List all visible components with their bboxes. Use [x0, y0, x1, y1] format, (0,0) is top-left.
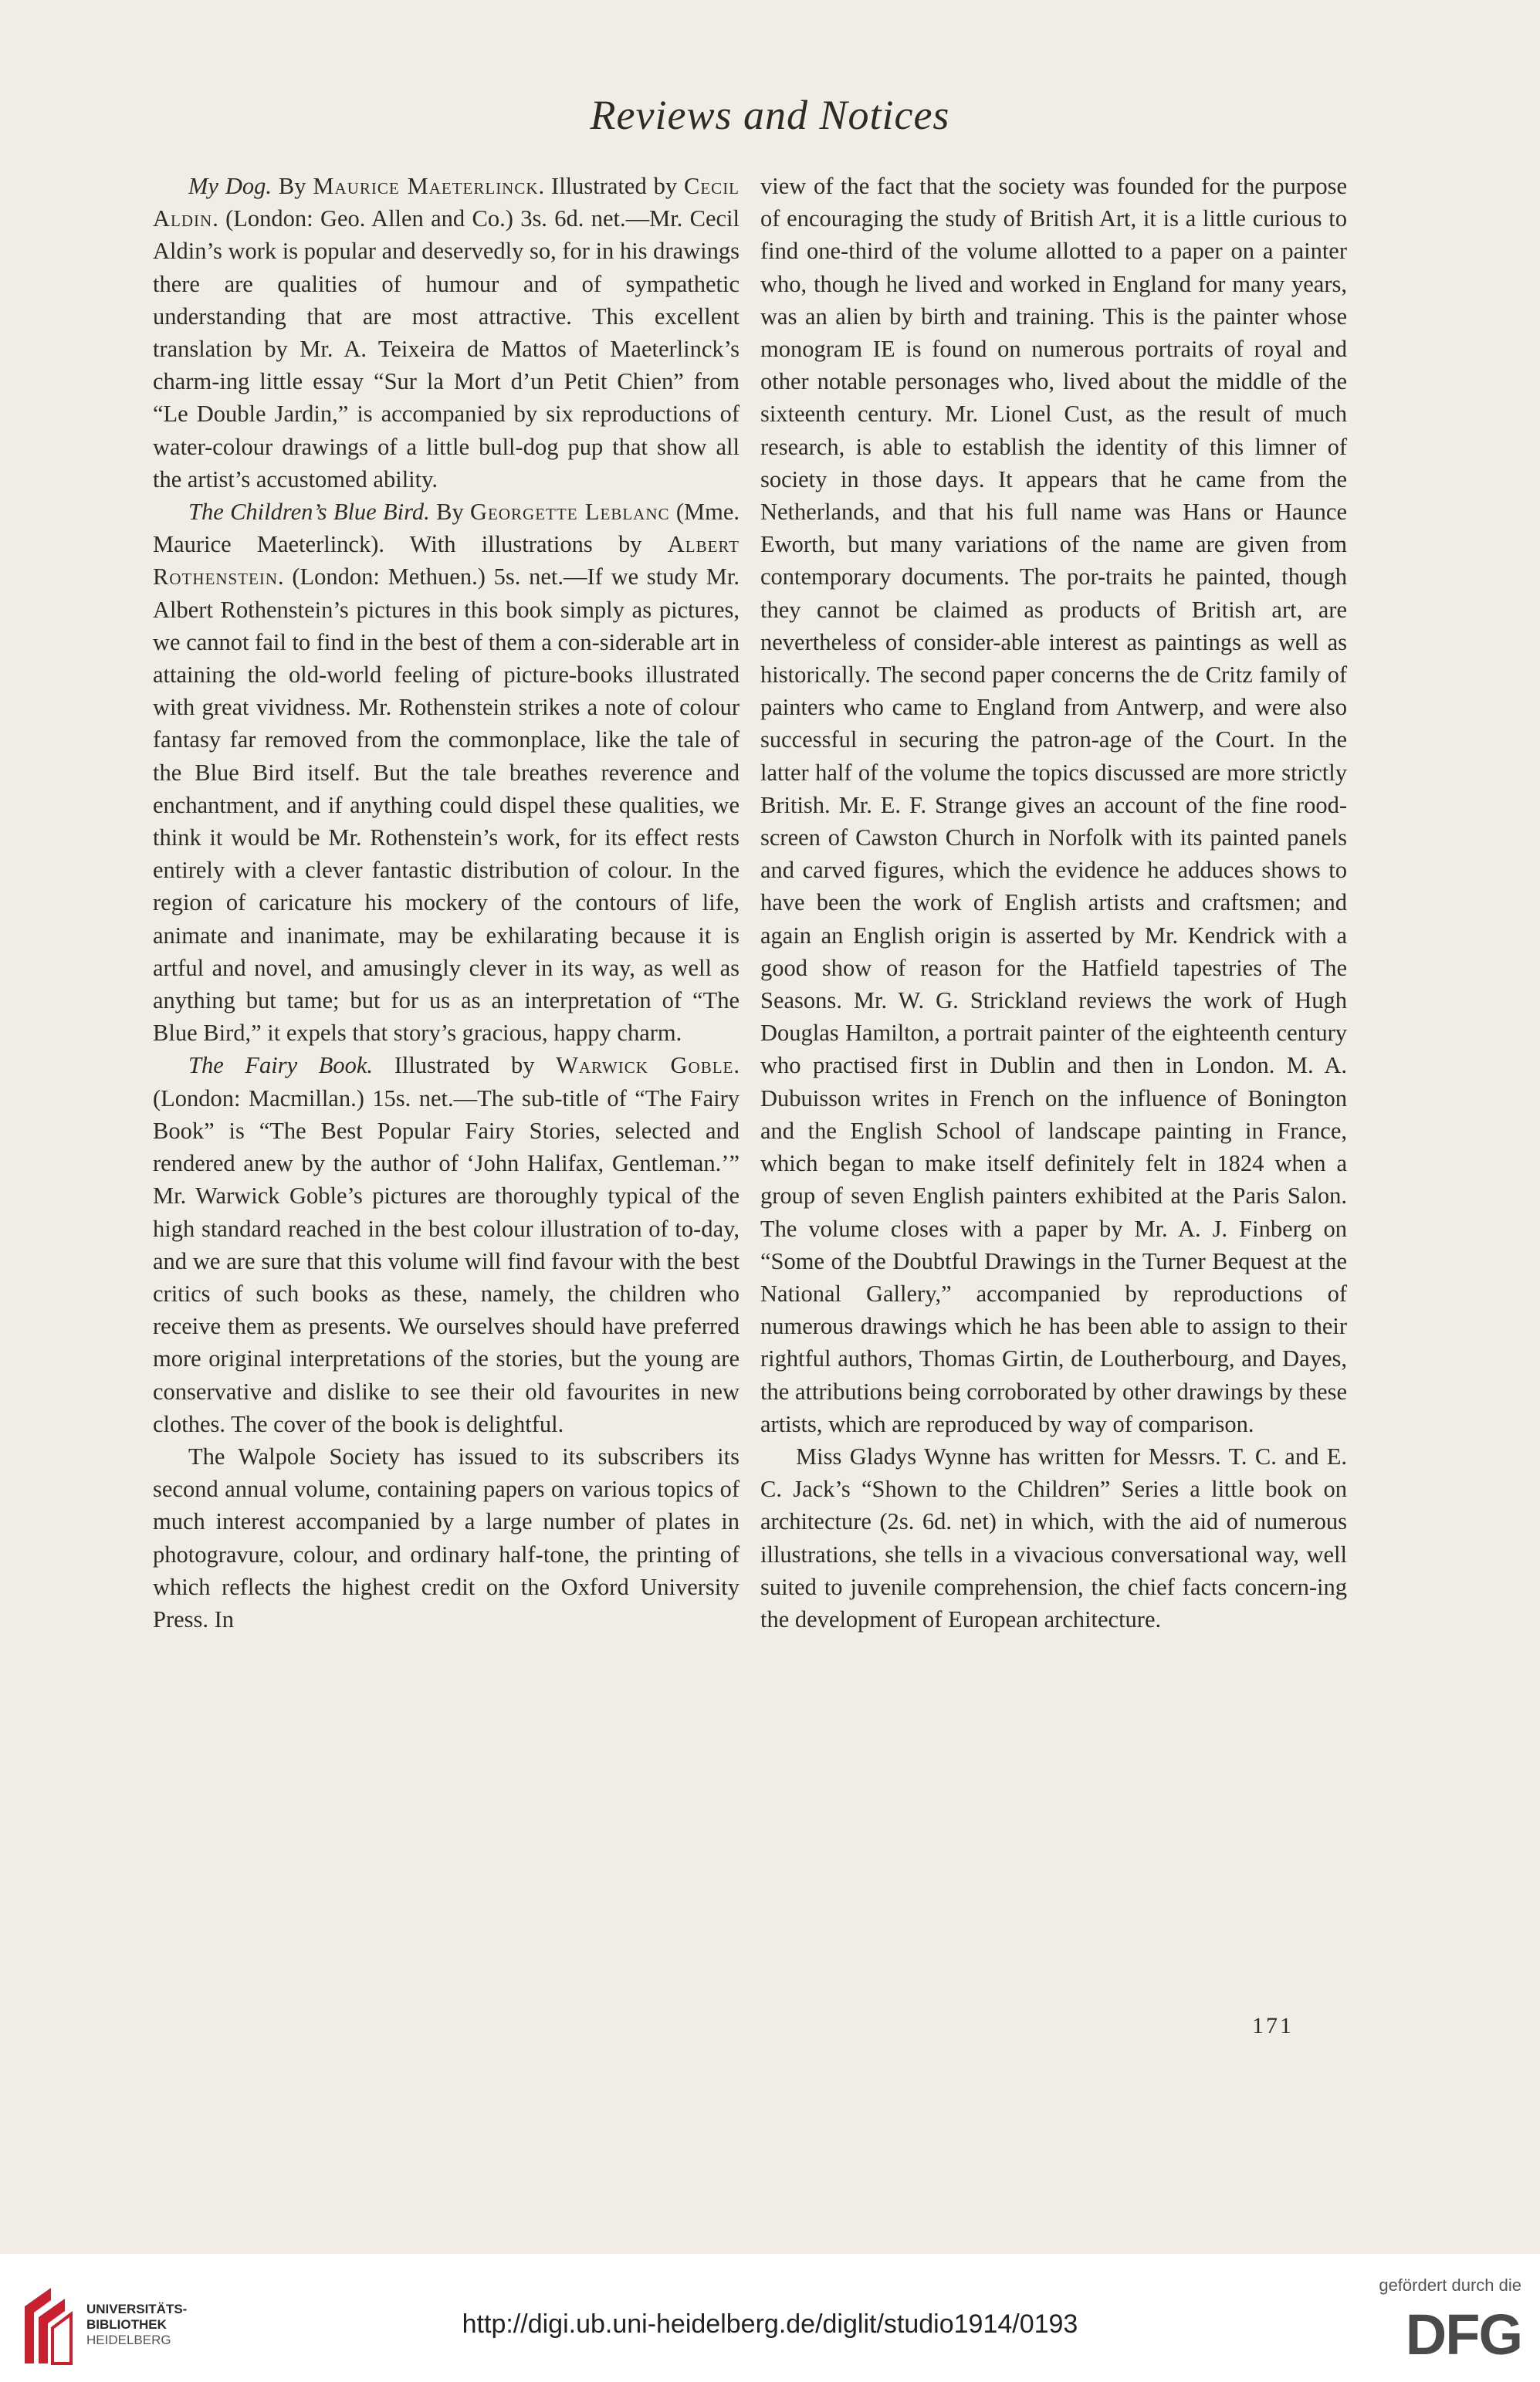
text-run: By [429, 499, 471, 526]
library-name-line: HEIDELBERG [86, 2333, 171, 2347]
review-text: . (London: Macmillan.) 15s. net.—The sub-title of “The Fairy Book” is “The Best Popular Fairy Stories, selected and rendered anew by the author of ‘John Halifax, Gentleman.’” Mr. Warwick Goble’s pictures are thoroughly typical of the high standard reached in the best colour illustration of to-day, and we are sure that this volume will find favour with the best critics of such books as these, namely, the children who receive them as presents. We ourselves should have preferred more original interpretations of the stories, but the young are conservative and dislike to see their old favourites in new clothes. The cover of the book is delightful. [153, 1052, 740, 1437]
walpole-society-continued: view of the fact that the society was founded for the purpose of encouraging the study of British Art, it is a little curious to find one-third of the volume allotted to a paper on a painter who, though he lived and worked in England for many years, was an alien by birth and training. This is the painter whose monogram IE is found on numerous portraits of royal and other notable personages who, lived about the middle of the sixteenth century. Mr. Lionel Cust, as the result of much research, is able to establish the identity of this limner of society in those days. It appears that he came from the Netherlands, and that his full name was Hans or Haunce Eworth, but many variations of the name are given from contemporary documents. The por-traits he painted, though they cannot be claimed as products of British art, are nevertheless of consider-able interest as paintings as well as historically. The second paper concerns the de Critz family of painters who came to England from Antwerp, and were also successful in securing the patron-age of the Court. In the latter half of the volume the topics discussed are more strictly British. Mr. E. F. Strange gives an account of the fine rood-screen of Cawston Church in Norfolk with its painted panels and carved figures, which the evidence he adduces shows to have been the work of English artists and craftsmen; and again an English origin is asserted by Mr. Kendrick with a good show of reason for the Hatfield tapestries of The Seasons. Mr. W. G. Strickland reviews the work of Hugh Douglas Hamilton, a portrait painter of the eighteenth century who practised first in Dublin and then in London. M. A. Dubuisson writes in French on the influence of Bonington and the English School of landscape painting in France, which began to make itself definitely felt in 1824 when a group of seven English painters exhibited at the Paris Salon. The volume closes with a paper by Mr. A. J. Finberg on “Some of the Doubtful Drawings in the Turner Bequest at the National Gallery,” accompanied by reproductions of numerous drawings which he has been able to assign to their rightful authors, Thomas Girtin, de Loutherbourg, and Dayes, the attributions being corroborated by other drawings by these artists, which are reproduced by way of comparison. [760, 173, 1347, 1437]
review-walpole-society: The Walpole Society has issued to its subscribers its second annual volume, containing papers on various topics of much interest accompanied by a large number of plates in photogravure, colour, and ordinary half-tone, the printing of which reflects the highest credit on the Oxford University Press. In [153, 1443, 740, 1633]
page-number: 171 [1252, 2013, 1294, 2039]
running-title: Reviews and Notices [590, 92, 950, 138]
digitization-footer [0, 2254, 1540, 2382]
dfg-logo: DFG [1405, 2302, 1521, 2367]
right-column [760, 170, 1347, 1636]
permalink-url[interactable]: http://digi.ub.uni-heidelberg.de/diglit/studio1914/0193 [462, 2309, 1078, 2339]
review-text: . (London: Geo. Allen and Co.) 3s. 6d. net.—Mr. Cecil Aldin’s work is popular and deservedly so, for in his drawings there are qualities of humour and of sympathetic understanding that are most attractive. This excellent translation by Mr. A. Teixeira de Mattos of Maeterlinck’s charm-ing little essay “Sur la Mort d’un Petit Chien” from “Le Double Jardin,” is accompanied by six reproductions of water-colour drawings of a little bull-dog pup that show all the artist’s accustomed ability. [153, 205, 740, 492]
library-name-line: BIBLIOTHEK [86, 2317, 167, 2332]
text-run: (Mme. Maurice Maeterlinck). With illustrations by [153, 499, 740, 558]
illustrator-name: Cecil Aldin [153, 173, 740, 232]
review-my-dog [153, 170, 740, 496]
book-title: My Dog. [188, 173, 272, 199]
review-blue-bird [153, 496, 740, 1049]
text-run: By [272, 173, 313, 199]
book-title: The Children’s Blue Bird. [188, 499, 430, 526]
review-fairy-book [153, 1049, 740, 1440]
text-run: . Illustrated by [538, 173, 685, 199]
text-run: Illustrated by [373, 1052, 557, 1079]
illustrator-name: Warwick Goble [556, 1052, 734, 1079]
left-column [153, 170, 740, 1636]
illustrator-name: Albert Rothenstein [153, 531, 740, 590]
review-text: . (London: Methuen.) 5s. net.—If we study Mr. Albert Rothenstein’s pictures in this book simply as pictures, we cannot fail to find in the best of them a con-siderable art in attaining the old-world feeling of picture-books illustrated with great vividness. Mr. Rothenstein strikes a note of colour fantasy far removed from the commonplace, like the tale of the Blue Bird itself. But the tale breathes reverence and enchantment, and if anything could dispel these qualities, we think it would be Mr. Rothenstein’s work, for its effect rests entirely with a clever fantastic distribution of colour. In the region of caricature his mockery of the contours of life, animate and inanimate, may be exhilarating because it is artful and novel, and amusingly clever in its way, as well as anything but tame; but for us as an interpretation of “The Blue Bird,” it expels that story’s gracious, happy charm. [153, 563, 740, 1047]
book-title: The Fairy Book. [188, 1052, 374, 1079]
author-name: Georgette Leblanc [470, 499, 670, 526]
sponsor-caption: gefördert durch die [1379, 2275, 1521, 2295]
review-architecture: Miss Gladys Wynne has written for Messrs. T. C. and E. C. Jack’s “Shown to the Children” Series a little book on architecture (2s. 6d. net) in which, with the aid of numerous illustrations, she tells in a vivacious conversational way, well suited to juvenile comprehension, the chief facts concern-ing the development of European architecture. [760, 1443, 1347, 1633]
author-name: Maurice Maeterlinck [313, 173, 539, 199]
library-name-line: UNIVERSITÄTS- [86, 2302, 188, 2316]
